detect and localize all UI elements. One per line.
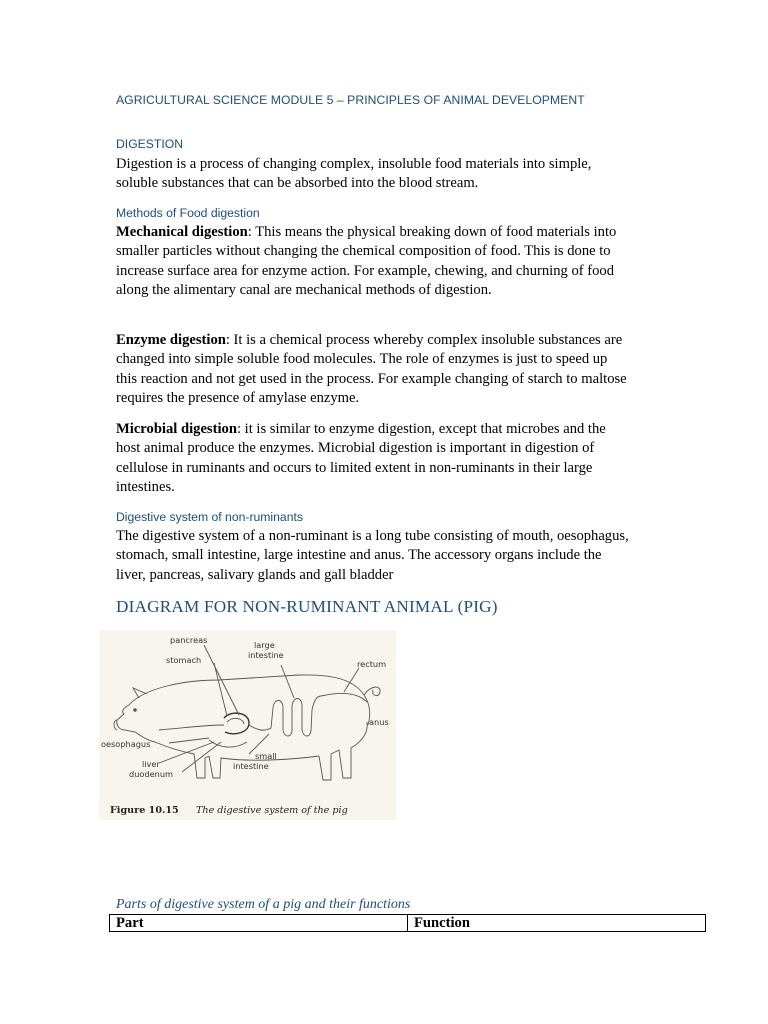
table-header-row bbox=[110, 915, 706, 932]
label-stomach: stomach bbox=[166, 655, 202, 665]
column-header-function: Function bbox=[408, 915, 706, 932]
module-title: AGRICULTURAL SCIENCE MODULE 5 – PRINCIPLES OF ANIMAL DEVELOPMENT bbox=[116, 93, 585, 107]
pig-hind-leg-outline bbox=[319, 727, 367, 780]
mechanical-digestion-text: : This means the physical breaking down of food materials into smaller particles without changing the chemical composition of food. This is done to increase surface area for enzyme action. For example, chewing, and churning of food along the alimentary canal are mechanical methods of digestion. bbox=[116, 224, 617, 299]
microbial-digestion-term: Microbial digestion bbox=[116, 421, 237, 437]
column-header-part: Part bbox=[110, 915, 408, 932]
label-large-intestine-2: intestine bbox=[248, 650, 284, 660]
section-heading-digestive-system: Digestive system of non-ruminants bbox=[116, 510, 303, 524]
pig-digestive-system-figure bbox=[99, 630, 396, 820]
small-intestine-coil bbox=[249, 699, 312, 737]
enzyme-digestion-paragraph bbox=[116, 331, 631, 409]
table-caption: Parts of digestive system of a pig and their functions bbox=[116, 897, 411, 912]
mechanical-digestion-term: Mechanical digestion bbox=[116, 224, 248, 240]
large-intestine-line bbox=[312, 696, 321, 710]
label-large-intestine-1: large bbox=[254, 640, 275, 650]
label-oesophagus: oesophagus bbox=[101, 739, 151, 749]
label-small-intestine-1: small bbox=[255, 751, 277, 761]
pig-diagram-illustration bbox=[99, 630, 396, 820]
liver-shape bbox=[209, 740, 247, 747]
parts-function-table bbox=[109, 914, 706, 932]
figure-caption: The digestive system of the pig bbox=[196, 805, 348, 816]
pig-tail-outline bbox=[364, 687, 380, 696]
diagram-heading: DIAGRAM FOR NON-RUMINANT ANIMAL (PIG) bbox=[116, 597, 498, 616]
label-duodenum: duodenum bbox=[129, 769, 173, 779]
label-small-intestine-2: intestine bbox=[233, 761, 269, 771]
figure-number: Figure 10.15 bbox=[110, 805, 179, 816]
pig-back-outline bbox=[129, 675, 370, 727]
label-anus: anus bbox=[369, 717, 389, 727]
pig-eye bbox=[134, 709, 137, 712]
digestive-system-text: The digestive system of a non-ruminant is a long tube consisting of mouth, oesophagus, stomach, small intestine, large intestine and anus. The accessory organs include the liver, pancreas, salivary glands and gall bladder bbox=[116, 528, 629, 583]
label-rectum: rectum bbox=[357, 659, 387, 669]
label-liver: liver bbox=[142, 759, 160, 769]
label-pancreas: pancreas bbox=[170, 635, 208, 645]
mechanical-digestion-paragraph bbox=[116, 223, 631, 301]
enzyme-digestion-text: : It is a chemical process whereby complex insoluble substances are changed into simple soluble food molecules. The role of enzymes is just to speed up this reaction and not get used in the process. For example changing of starch to maltose requires the presence of amylase enzyme. bbox=[116, 332, 627, 407]
oesophagus-line bbox=[159, 725, 224, 730]
section-heading-methods: Methods of Food digestion bbox=[116, 206, 260, 220]
microbial-digestion-paragraph bbox=[116, 420, 631, 498]
rectum-line bbox=[321, 694, 367, 702]
enzyme-digestion-term: Enzyme digestion bbox=[116, 332, 226, 348]
microbial-digestion-text: : it is similar to enzyme digestion, except that microbes and the host animal produce the enzymes. Microbial digestion is important in digestion of cellulose in ruminants and occurs to limited extent in non-ruminants in their large intestines. bbox=[116, 421, 606, 496]
section-heading-digestion: DIGESTION bbox=[116, 137, 184, 151]
digestion-definition: Digestion is a process of changing complex, insoluble food materials into simple, soluble substances that can be absorbed into the blood stream. bbox=[116, 156, 592, 192]
stomach-detail bbox=[227, 718, 244, 724]
stomach-shape bbox=[224, 713, 249, 734]
